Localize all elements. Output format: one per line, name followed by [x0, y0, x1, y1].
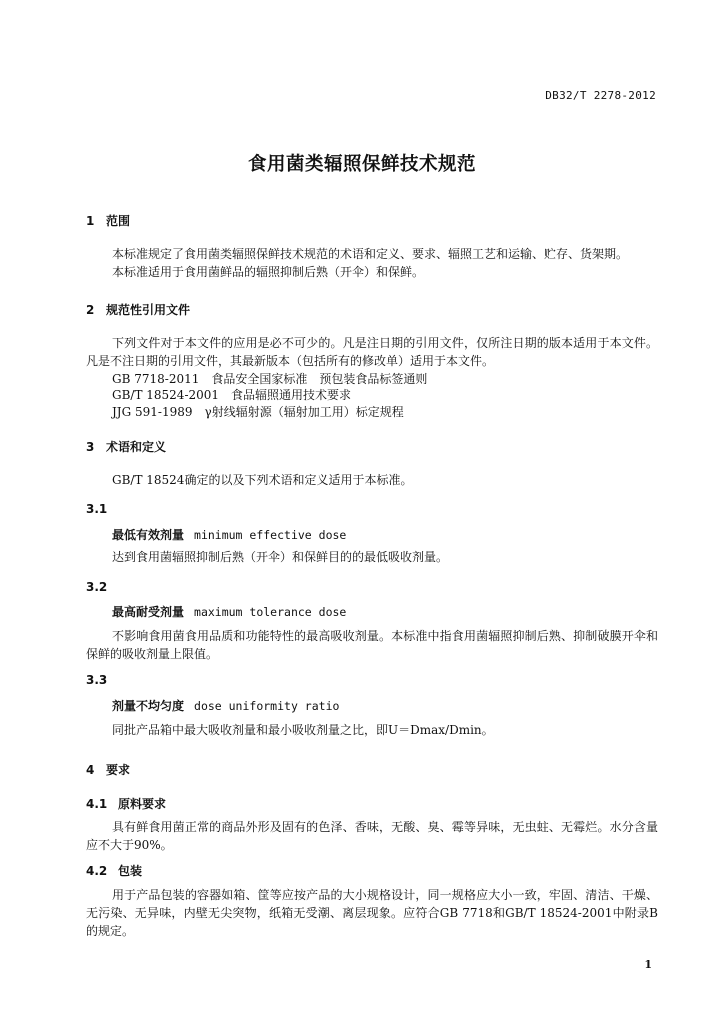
- reference-item: GB 7718-2011 食品安全国家标准 预包装食品标签通则: [112, 372, 428, 386]
- paragraph: 下列文件对于本文件的应用是必不可少的。凡是注日期的引用文件，仅所注日期的版本适用于本文件。凡是不注日期的引用文件，其最新版本（包括所有的修改单）适用于本文件。: [86, 336, 658, 368]
- term-english: dose uniformity ratio: [194, 699, 340, 713]
- paragraph: 本标准规定了食用菌类辐照保鲜技术规范的术语和定义、要求、辐照工艺和运输、贮存、货架期。: [112, 247, 629, 261]
- term-entry: [112, 603, 346, 620]
- document-title: 食用菌类辐照保鲜技术规范: [247, 154, 476, 175]
- section-title: 规范性引用文件: [106, 303, 191, 317]
- term-english: minimum effective dose: [194, 528, 347, 542]
- term-chinese: 剂量不均匀度: [112, 699, 185, 713]
- section-3-heading: [86, 438, 166, 455]
- reference-item: JJG 591-1989 γ射线辐射源（辐射加工用）标定规程: [112, 405, 404, 419]
- section-title: 范围: [106, 214, 131, 228]
- section-number: 4: [86, 763, 95, 777]
- section-title: 术语和定义: [106, 440, 167, 454]
- term-definition: 同批产品箱中最大吸收剂量和最小吸收剂量之比，即U＝Dmax/Dmin。: [112, 723, 494, 737]
- section-number: 2: [86, 303, 95, 317]
- subsection-number: 4.2: [86, 864, 108, 878]
- section-title: 要求: [106, 763, 131, 777]
- section-number: 1: [86, 214, 95, 228]
- subsection-heading: [86, 862, 142, 879]
- document-number: DB32/T 2278-2012: [545, 89, 656, 102]
- subsection-number: 3.3: [86, 673, 108, 687]
- section-number: 3: [86, 440, 95, 454]
- term-english: maximum tolerance dose: [194, 605, 347, 619]
- subsection-heading: [86, 795, 166, 812]
- term-chinese: 最低有效剂量: [112, 528, 185, 542]
- term-chinese: 最高耐受剂量: [112, 605, 185, 619]
- reference-item: GB/T 18524-2001 食品辐照通用技术要求: [112, 388, 352, 402]
- paragraph: 本标准适用于食用菌鲜品的辐照抑制后熟（开伞）和保鲜。: [112, 265, 425, 279]
- section-1-heading: [86, 212, 130, 229]
- subsection-title: 原料要求: [118, 797, 167, 811]
- paragraph: GB/T 18524确定的以及下列术语和定义适用于本标准。: [112, 473, 413, 487]
- subsection-number: 3.2: [86, 580, 108, 594]
- page-number: 1: [644, 958, 652, 971]
- subsection-title: 包装: [118, 864, 143, 878]
- section-4-heading: [86, 761, 130, 778]
- paragraph: 具有鲜食用菌正常的商品外形及固有的色泽、香味，无酸、臭、霉等异味，无虫蛀、无霉烂。水分含量应不大于90%。: [86, 820, 658, 852]
- subsection-number: 3.1: [86, 502, 108, 516]
- term-entry: [112, 697, 339, 714]
- section-2-heading: [86, 301, 190, 318]
- term-definition: 不影响食用菌食用品质和功能特性的最高吸收剂量。本标准中指食用菌辐照抑制后熟、抑制破膜开伞和保鲜的吸收剂量上限值。: [86, 629, 658, 661]
- term-entry: [112, 526, 346, 543]
- term-definition: 达到食用菌辐照抑制后熟（开伞）和保鲜目的的最低吸收剂量。: [112, 550, 449, 564]
- subsection-number: 4.1: [86, 797, 108, 811]
- paragraph: 用于产品包装的容器如箱、筐等应按产品的大小规格设计，同一规格应大小一致，牢固、清洁、干燥、无污染、无异味，内壁无尖突物，纸箱无受潮、离层现象。应符合GB 7718和GB/T 18524-2001中附录B的规定。: [86, 888, 658, 938]
